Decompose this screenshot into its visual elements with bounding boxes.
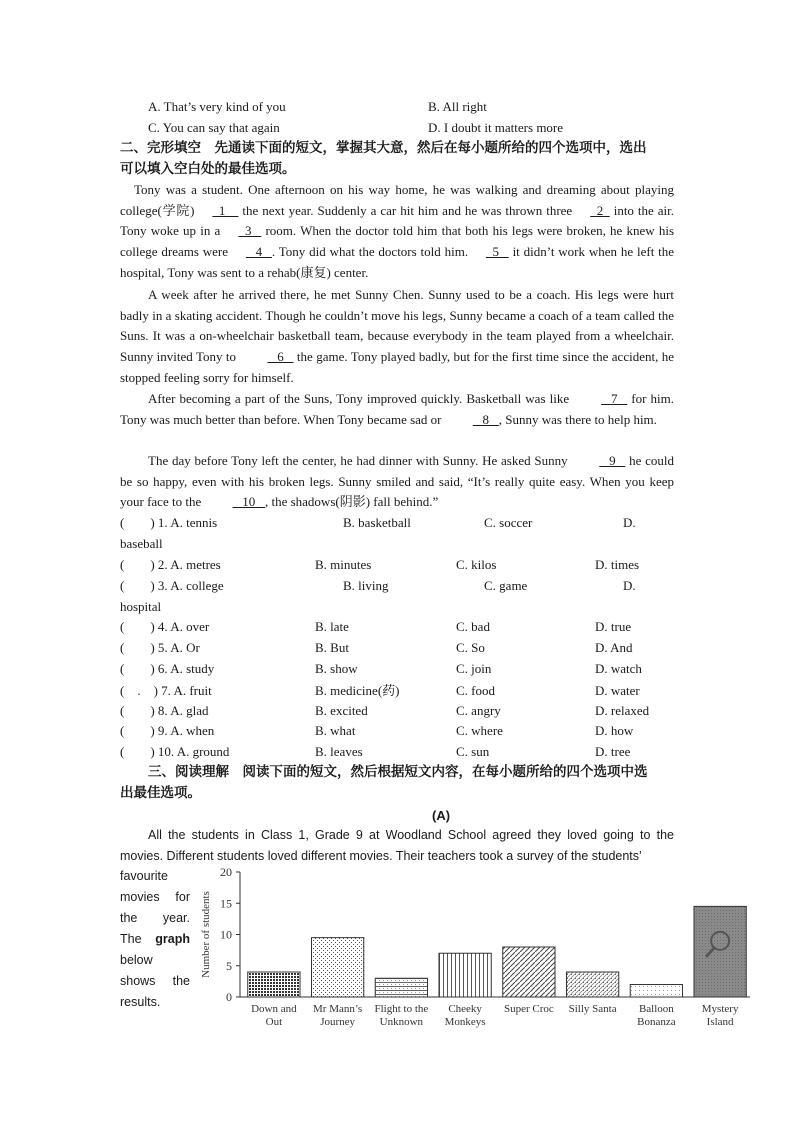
question-1-option-d-text[interactable]: baseball xyxy=(120,536,163,551)
blank-4[interactable]: 4 xyxy=(255,244,263,260)
question-7-option-c[interactable]: C. food xyxy=(456,683,495,698)
question-6-option-d[interactable]: D. watch xyxy=(595,661,642,676)
bar xyxy=(503,947,555,997)
question-3-option-d[interactable]: D. xyxy=(623,578,636,593)
bar xyxy=(630,985,682,998)
x-category-label: Super Croc xyxy=(503,1003,554,1015)
blank-1[interactable]: 1 xyxy=(218,202,226,218)
question-10-option-b[interactable]: B. leaves xyxy=(315,744,363,759)
section3-heading-line2: 出最佳选项。 xyxy=(120,785,201,801)
graph-side-text xyxy=(120,866,190,1013)
question-10-option-c[interactable]: C. sun xyxy=(456,744,490,759)
question-9-option-c[interactable]: C. where xyxy=(456,723,503,738)
x-category-label: Down and xyxy=(251,1003,297,1015)
bar xyxy=(248,972,300,997)
side-line-4: The graph xyxy=(120,932,190,946)
x-category-label: Monkeys xyxy=(444,1016,486,1028)
x-category-label: Balloon xyxy=(638,1003,674,1015)
question-6-option-a[interactable]: ( ) 6. A. study xyxy=(120,661,215,676)
y-tick-label: 5 xyxy=(226,958,232,973)
blank-3[interactable]: 3 xyxy=(245,223,252,239)
question-2-option-a[interactable]: ( ) 2. A. metres xyxy=(120,557,221,572)
prev-option-a: A. That’s very kind of you xyxy=(148,99,286,114)
side-line-7: results. xyxy=(120,995,161,1009)
bar xyxy=(375,978,427,997)
question-1-option-b[interactable]: B. basketball xyxy=(343,515,411,530)
cloze-paragraph-4: The day before Tony left the center, he had dinner with Sunny. He asked Sunny 9 he could be so happy, even with his broken legs. Sunny smiled and said, “It’s really quite easy. When you keep your face to the 10 , the shadows(阴影) fall behind.” xyxy=(120,451,674,513)
blank-5[interactable]: 5 xyxy=(492,244,499,260)
y-tick-label: 15 xyxy=(220,896,232,911)
section2-heading-line1: 二、完形填空 先通读下面的短文，掌握其大意，然后在每小题所给的四个选项中，选出 xyxy=(120,140,647,156)
side-line-5: below xyxy=(120,953,153,967)
cloze-paragraph-3: After becoming a part of the Suns, Tony improved quickly. Basketball was like 7 for him. Tony was much better than before. When Tony became sad or 8 , Sunny was there to help him. xyxy=(120,389,674,430)
question-8-option-b[interactable]: B. excited xyxy=(315,703,368,718)
question-3-option-c[interactable]: C. game xyxy=(484,578,528,593)
question-1-option-c[interactable]: C. soccer xyxy=(484,515,533,530)
bar xyxy=(311,938,363,997)
question-5-option-a[interactable]: ( ) 5. A. Or xyxy=(120,640,200,655)
x-category-label: Journey xyxy=(320,1016,356,1028)
side-line-3: the year. xyxy=(120,911,190,925)
question-1-option-d[interactable]: D. xyxy=(623,515,636,530)
question-9-option-d[interactable]: D. how xyxy=(595,723,634,738)
x-category-label: Cheeky xyxy=(448,1003,482,1015)
question-9-option-a[interactable]: ( ) 9. A. when xyxy=(120,723,215,738)
question-8-option-c[interactable]: C. angry xyxy=(456,703,501,718)
x-category-label: Mr Mann’s xyxy=(313,1003,363,1015)
question-2-option-b[interactable]: B. minutes xyxy=(315,557,372,572)
question-4-option-a[interactable]: ( ) 4. A. over xyxy=(120,619,210,634)
prev-option-d: D. I doubt it matters more xyxy=(428,120,564,135)
question-2-option-d[interactable]: D. times xyxy=(595,557,640,572)
question-4-option-d[interactable]: D. true xyxy=(595,619,632,634)
passage-label: (A) xyxy=(432,808,451,823)
reading-intro: All the students in Class 1, Grade 9 at Woodland School agreed they loved going to the movies. Different students loved different movies. Their teachers took a survey of the students’ xyxy=(120,828,674,863)
cloze-paragraph-1: Tony was a student. One afternoon on his way home, he was walking and dreaming about playing college(学院) 1 the next year. Suddenly a car hit him and he was thrown three 2 into the air. Tony woke up in a 3 room. When the doctor told him that both his legs were broken, he knew his college dreams were 4 . Tony did what the doctors told him. 5 it didn’t work when he left the hospital, Tony was sent to a rehab(康复) center. xyxy=(120,182,675,280)
section3-heading-line1: 三、阅读理解 阅读下面的短文，然后根据短文内容，在每小题所给的四个选项中选 xyxy=(148,764,648,780)
question-3-option-b[interactable]: B. living xyxy=(343,578,389,593)
y-tick-label: 0 xyxy=(226,990,232,1004)
bar xyxy=(566,972,618,997)
question-8-option-d[interactable]: D. relaxed xyxy=(595,703,650,718)
blank-6[interactable]: 6 xyxy=(277,349,284,365)
y-tick-label: 10 xyxy=(220,927,232,942)
question-5-option-d[interactable]: D. And xyxy=(595,640,633,655)
movie-survey-bar-chart xyxy=(195,862,755,1037)
x-category-label: Bonanza xyxy=(637,1016,676,1028)
question-5-option-b[interactable]: B. But xyxy=(315,640,349,655)
question-7-option-b[interactable]: B. medicine(药) xyxy=(315,683,400,698)
side-line-1: favourite xyxy=(120,869,168,883)
y-axis-label: Number of students xyxy=(200,891,212,978)
question-2-option-c[interactable]: C. kilos xyxy=(456,557,497,572)
question-7-option-d[interactable]: D. water xyxy=(595,683,640,698)
question-3-option-a[interactable]: ( ) 3. A. college xyxy=(120,578,224,593)
bar xyxy=(439,953,491,997)
y-tick-label: 20 xyxy=(220,865,232,879)
x-category-label: Silly Santa xyxy=(568,1003,617,1015)
question-5-option-c[interactable]: C. So xyxy=(456,640,485,655)
question-9-option-b[interactable]: B. what xyxy=(315,723,356,738)
blank-9[interactable]: 9 xyxy=(609,453,616,468)
question-7-option-a[interactable]: ( . ) 7. A. fruit xyxy=(120,683,212,698)
question-4-option-b[interactable]: B. late xyxy=(315,619,349,634)
section2-heading-line2: 可以填入空白处的最佳选项。 xyxy=(120,161,296,177)
x-category-label: Out xyxy=(265,1016,283,1028)
x-category-label: Island xyxy=(706,1016,734,1028)
question-6-option-b[interactable]: B. show xyxy=(315,661,358,676)
question-6-option-c[interactable]: C. join xyxy=(456,661,492,676)
question-10-option-a[interactable]: ( ) 10. A. ground xyxy=(120,744,230,759)
x-category-label: Unknown xyxy=(379,1016,424,1028)
side-line-2: movies for xyxy=(120,890,190,904)
x-category-label: Mystery xyxy=(701,1003,739,1015)
bar xyxy=(694,906,746,997)
side-line-6: shows the xyxy=(120,974,190,988)
question-3-option-d-text[interactable]: hospital xyxy=(120,599,162,614)
question-10-option-d[interactable]: D. tree xyxy=(595,744,631,759)
cloze-paragraph-2: A week after he arrived there, he met Sunny Chen. Sunny used to be a coach. His legs were hurt badly in a skating accident. Though he couldn’t move his legs, Sunny became a coach of a team called the Suns. It was a on-wheelchair basketball team, because everybody in the team played from a wheelchair. Sunny invited Tony to 6 the game. Tony played badly, but for the first time since the accident, he stopped feeling sorry for himself. xyxy=(120,287,675,385)
prev-option-b: B. All right xyxy=(428,99,487,114)
question-1-option-a[interactable]: ( ) 1. A. tennis xyxy=(120,515,218,530)
prev-option-c: C. You can say that again xyxy=(148,120,280,135)
blank-7[interactable]: 7 xyxy=(610,391,618,406)
question-4-option-c[interactable]: C. bad xyxy=(456,619,490,634)
blank-2[interactable]: 2 xyxy=(596,202,604,218)
question-8-option-a[interactable]: ( ) 8. A. glad xyxy=(120,703,209,718)
blank-8[interactable]: 8 xyxy=(482,411,490,427)
blank-10[interactable]: 10 xyxy=(242,494,256,510)
x-category-label: Flight to the xyxy=(374,1003,429,1015)
